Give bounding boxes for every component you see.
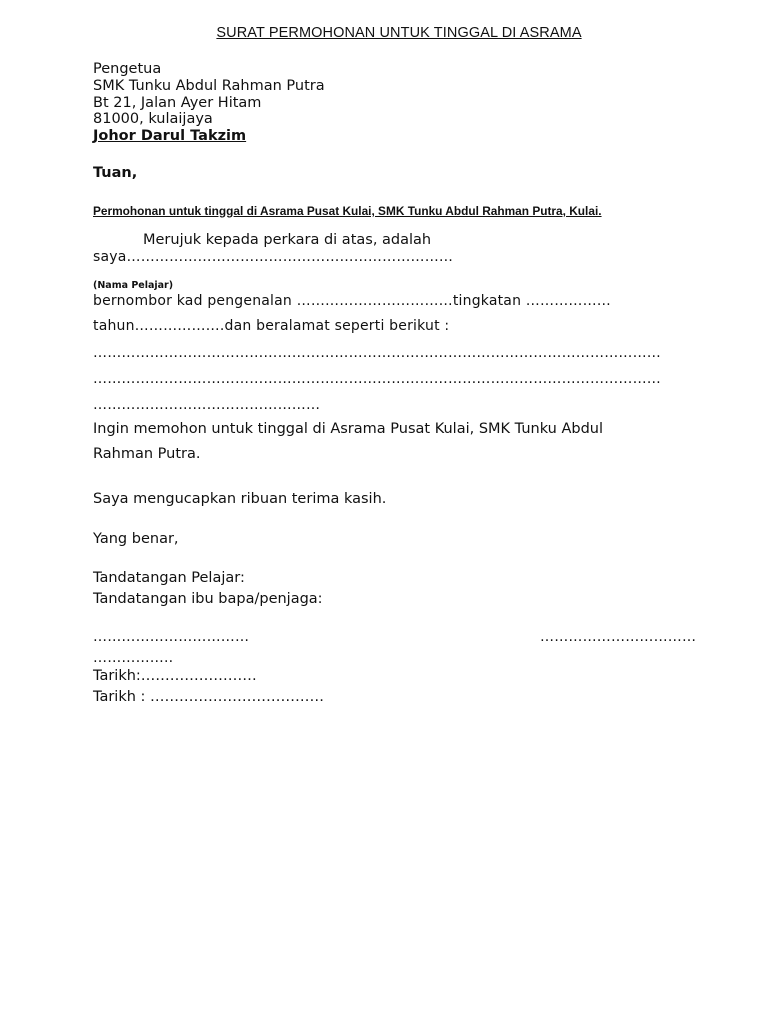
nama-pelajar-label: (Nama Pelajar) xyxy=(93,280,174,291)
student-date-line: Tarikh:…………………… xyxy=(93,668,257,684)
recipient-line-4: 81000, kulaijaya xyxy=(93,111,213,127)
thanks-line: Saya mengucapkan ribuan terima kasih. xyxy=(93,491,387,507)
student-signature-label: Tandatangan Pelajar: xyxy=(93,570,245,586)
request-line-2: Rahman Putra. xyxy=(93,446,201,462)
request-line-1: Ingin memohon untuk tinggal di Asrama Pusat Kulai, SMK Tunku Abdul xyxy=(93,421,603,437)
yang-benar: Yang benar, xyxy=(93,531,179,547)
subject-line: Permohonan untuk tinggal di Asrama Pusat Kulai, SMK Tunku Abdul Rahman Putra, Kulai. xyxy=(93,204,602,218)
address-line-3: ………………………………………… xyxy=(93,397,321,413)
parent-signature-label: Tandatangan ibu bapa/penjaga: xyxy=(93,591,323,607)
salutation: Tuan, xyxy=(93,165,138,181)
recipient-line-1: Pengetua xyxy=(93,61,162,77)
parent-signature-line: …………………………… xyxy=(540,629,697,645)
signature-line-wrap: …………….. xyxy=(93,650,174,666)
body-intro: Merujuk kepada perkara di atas, adalah xyxy=(143,232,432,248)
letter-title: SURAT PERMOHONAN UNTUK TINGGAL DI ASRAMA xyxy=(216,25,582,41)
address-line-2: ………………………………………………………………………………………………………… xyxy=(93,371,661,387)
recipient-line-2: SMK Tunku Abdul Rahman Putra xyxy=(93,78,325,94)
tahun-form-line: tahun……………….dan beralamat seperti berikut : xyxy=(93,318,450,334)
recipient-line-3: Bt 21, Jalan Ayer Hitam xyxy=(93,95,262,111)
student-signature-line: …………………………… xyxy=(93,629,250,645)
parent-date-line: Tarikh : ……………………………… xyxy=(93,689,325,705)
saya-name-line: saya…………………………………………………………… xyxy=(93,249,454,265)
recipient-state: Johor Darul Takzim xyxy=(93,128,247,144)
ic-form-line: bernombor kad pengenalan ……………………………tingkatan ……………… xyxy=(93,293,612,309)
address-line-1: ………………………………………………………………………………………………………… xyxy=(93,345,661,361)
